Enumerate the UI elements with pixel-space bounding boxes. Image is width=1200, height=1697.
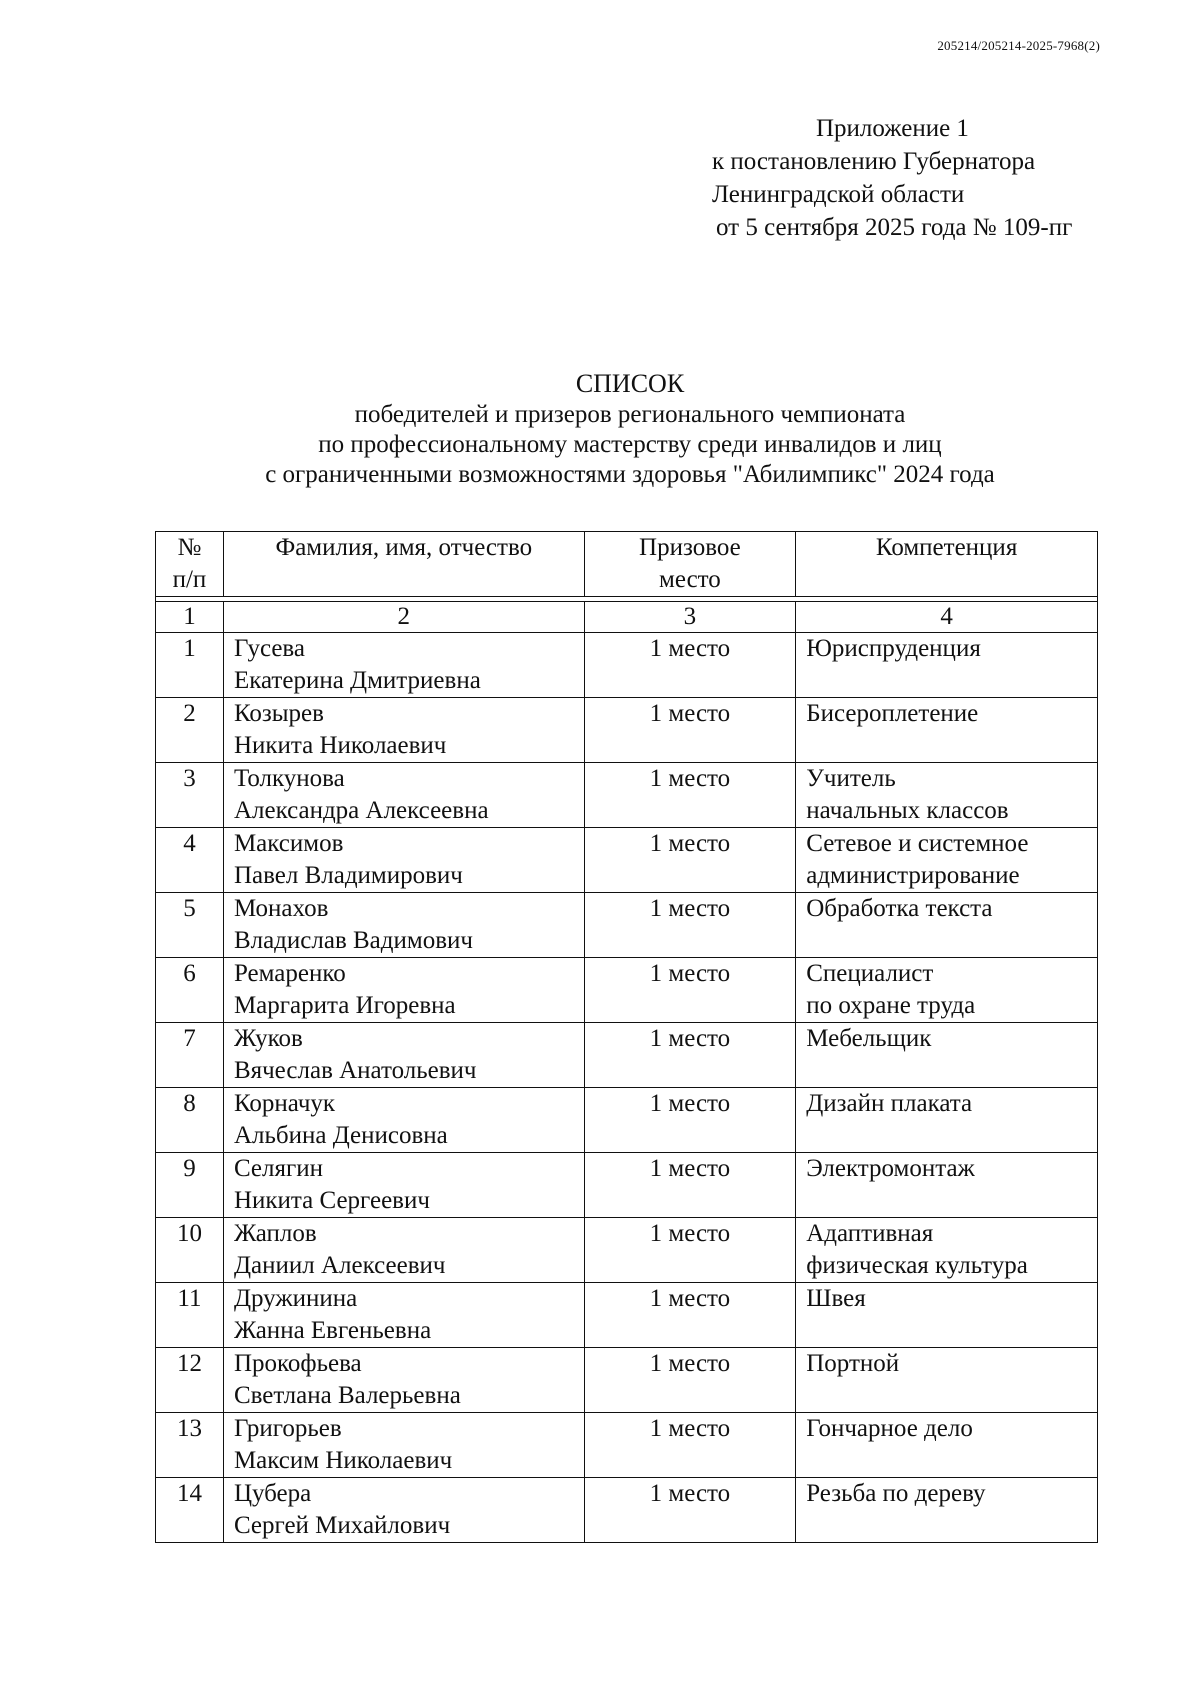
row-competence-line-1: Швея xyxy=(806,1285,866,1312)
row-competence-line-1: Бисероплетение xyxy=(806,700,979,727)
row-competence-line-1: Обработка текста xyxy=(806,895,993,922)
row-competence-line-1: Сетевое и системное xyxy=(806,830,1029,857)
row-number: 10 xyxy=(156,1218,224,1283)
row-full-name xyxy=(223,633,584,698)
column-number-2: 2 xyxy=(223,602,584,633)
row-number: 13 xyxy=(156,1413,224,1478)
row-number: 3 xyxy=(156,763,224,828)
row-prize-place: 1 место xyxy=(584,1348,796,1413)
row-given-names: Александра Алексеевна xyxy=(233,797,489,824)
row-given-names: Сергей Михайлович xyxy=(233,1512,451,1539)
row-number: 9 xyxy=(156,1153,224,1218)
row-given-names: Павел Владимирович xyxy=(233,862,463,889)
row-given-names: Екатерина Дмитриевна xyxy=(233,667,481,694)
row-competence xyxy=(796,1478,1098,1543)
table-row xyxy=(156,1413,1098,1478)
row-competence-line-2: по охране труда xyxy=(806,992,976,1019)
table-row xyxy=(156,1023,1098,1088)
table-row xyxy=(156,1088,1098,1153)
header-competence xyxy=(796,532,1098,597)
row-competence-line-2: физическая культура xyxy=(806,1252,1028,1279)
row-competence xyxy=(796,698,1098,763)
row-competence-line-2: начальных классов xyxy=(806,797,1009,824)
row-given-names: Маргарита Игоревна xyxy=(233,992,456,1019)
row-given-names: Максим Николаевич xyxy=(233,1447,453,1474)
title-heading: СПИСОК xyxy=(575,369,685,398)
table-row xyxy=(156,893,1098,958)
row-competence-line-1: Дизайн плаката xyxy=(806,1090,973,1117)
row-full-name xyxy=(223,828,584,893)
row-number: 5 xyxy=(156,893,224,958)
row-competence-line-1: Адаптивная xyxy=(806,1220,934,1247)
row-prize-place: 1 место xyxy=(584,763,796,828)
row-competence-line-1: Резьба по дереву xyxy=(806,1480,986,1507)
row-competence-line-1: Гончарное дело xyxy=(806,1415,973,1442)
row-surname: Корначук xyxy=(233,1090,336,1117)
row-surname: Жуков xyxy=(233,1025,303,1052)
header-number xyxy=(156,532,224,597)
row-given-names: Никита Сергеевич xyxy=(233,1187,430,1214)
row-surname: Максимов xyxy=(233,830,344,857)
header-place-line-1: Призовое xyxy=(639,534,741,561)
column-number-1: 1 xyxy=(156,602,224,633)
row-given-names: Никита Николаевич xyxy=(233,732,447,759)
header-competence-label: Компетенция xyxy=(875,534,1018,561)
row-full-name xyxy=(223,893,584,958)
row-surname: Толкунова xyxy=(233,765,345,792)
row-number: 1 xyxy=(156,633,224,698)
row-full-name xyxy=(223,1478,584,1543)
row-surname: Прокофьева xyxy=(233,1350,362,1377)
row-surname: Жаплов xyxy=(233,1220,317,1247)
header-name-label: Фамилия, имя, отчество xyxy=(275,534,533,561)
row-surname: Селягин xyxy=(233,1155,323,1182)
row-competence-line-1: Электромонтаж xyxy=(806,1155,975,1182)
appendix-line-1: Приложение 1 xyxy=(816,115,969,142)
row-competence xyxy=(796,633,1098,698)
row-competence xyxy=(796,1413,1098,1478)
appendix-line-4: от 5 сентября 2025 года № 109-пг xyxy=(716,214,1073,241)
table-row xyxy=(156,633,1098,698)
row-competence xyxy=(796,1023,1098,1088)
header-number-abbr: п/п xyxy=(172,566,207,593)
row-full-name xyxy=(223,1153,584,1218)
row-competence-line-1: Юриспруденция xyxy=(806,635,981,662)
header-name xyxy=(223,532,584,597)
row-number: 4 xyxy=(156,828,224,893)
row-competence-line-1: Мебельщик xyxy=(806,1025,932,1052)
winners-table xyxy=(155,531,1098,1543)
row-prize-place: 1 место xyxy=(584,1218,796,1283)
row-prize-place: 1 место xyxy=(584,1088,796,1153)
column-number-row xyxy=(156,602,1098,633)
title-line-3: с ограниченными возможностями здоровья "Абилимпикс" 2024 года xyxy=(265,461,995,488)
row-surname: Гусева xyxy=(233,635,306,662)
row-given-names: Альбина Денисовна xyxy=(233,1122,448,1149)
row-number: 12 xyxy=(156,1348,224,1413)
row-prize-place: 1 место xyxy=(584,828,796,893)
document-title xyxy=(150,369,1110,490)
table-header-row xyxy=(156,532,1098,597)
row-competence xyxy=(796,958,1098,1023)
table-row xyxy=(156,958,1098,1023)
row-full-name xyxy=(223,1413,584,1478)
appendix-line-2: к постановлению Губернатора xyxy=(712,148,1036,175)
row-full-name xyxy=(223,763,584,828)
row-prize-place: 1 место xyxy=(584,1023,796,1088)
row-number: 8 xyxy=(156,1088,224,1153)
appendix-line-3: Ленинградской области xyxy=(712,181,965,208)
table-row xyxy=(156,698,1098,763)
header-number-symbol: № xyxy=(177,534,202,561)
row-competence-line-2: администрирование xyxy=(806,862,1020,889)
row-prize-place: 1 место xyxy=(584,1478,796,1543)
row-given-names: Жанна Евгеньевна xyxy=(233,1317,432,1344)
row-prize-place: 1 место xyxy=(584,1413,796,1478)
table-row xyxy=(156,1153,1098,1218)
table-row xyxy=(156,1348,1098,1413)
row-surname: Козырев xyxy=(233,700,324,727)
row-competence-line-1: Портной xyxy=(806,1350,900,1377)
row-competence xyxy=(796,1088,1098,1153)
row-number: 2 xyxy=(156,698,224,763)
table-row xyxy=(156,1283,1098,1348)
table-row xyxy=(156,1218,1098,1283)
row-surname: Монахов xyxy=(233,895,329,922)
row-full-name xyxy=(223,1218,584,1283)
row-given-names: Вячеслав Анатольевич xyxy=(233,1057,477,1084)
row-competence xyxy=(796,1283,1098,1348)
appendix-block xyxy=(712,112,1152,244)
row-competence-line-1: Учитель xyxy=(806,765,896,792)
row-full-name xyxy=(223,1283,584,1348)
row-prize-place: 1 место xyxy=(584,1283,796,1348)
row-full-name xyxy=(223,1348,584,1413)
row-competence xyxy=(796,763,1098,828)
document-id: 205214/205214-2025-7968(2) xyxy=(937,38,1100,53)
row-surname: Ремаренко xyxy=(233,960,346,987)
row-number: 14 xyxy=(156,1478,224,1543)
table-row xyxy=(156,828,1098,893)
row-surname: Григорьев xyxy=(233,1415,342,1442)
row-competence xyxy=(796,1153,1098,1218)
row-competence xyxy=(796,893,1098,958)
row-number: 7 xyxy=(156,1023,224,1088)
row-competence xyxy=(796,1218,1098,1283)
row-given-names: Светлана Валерьевна xyxy=(233,1382,461,1409)
row-number: 6 xyxy=(156,958,224,1023)
row-full-name xyxy=(223,1088,584,1153)
column-number-4: 4 xyxy=(796,602,1098,633)
row-prize-place: 1 место xyxy=(584,958,796,1023)
row-prize-place: 1 место xyxy=(584,698,796,763)
row-prize-place: 1 место xyxy=(584,1153,796,1218)
title-line-1: победителей и призеров регионального чемпионата xyxy=(354,401,906,428)
row-competence xyxy=(796,1348,1098,1413)
table-row xyxy=(156,1478,1098,1543)
column-number-3: 3 xyxy=(584,602,796,633)
row-prize-place: 1 место xyxy=(584,893,796,958)
row-competence xyxy=(796,828,1098,893)
header-place xyxy=(584,532,796,597)
row-full-name xyxy=(223,698,584,763)
row-full-name xyxy=(223,958,584,1023)
row-given-names: Даниил Алексеевич xyxy=(233,1252,446,1279)
row-competence-line-1: Специалист xyxy=(806,960,934,987)
row-surname: Цубера xyxy=(233,1480,312,1507)
header-place-line-2: место xyxy=(659,566,721,593)
row-prize-place: 1 место xyxy=(584,633,796,698)
row-surname: Дружинина xyxy=(233,1285,358,1312)
row-number: 11 xyxy=(156,1283,224,1348)
row-given-names: Владислав Вадимович xyxy=(233,927,473,954)
title-line-2: по профессиональному мастерству среди инвалидов и лиц xyxy=(318,431,942,458)
table-row xyxy=(156,763,1098,828)
row-full-name xyxy=(223,1023,584,1088)
